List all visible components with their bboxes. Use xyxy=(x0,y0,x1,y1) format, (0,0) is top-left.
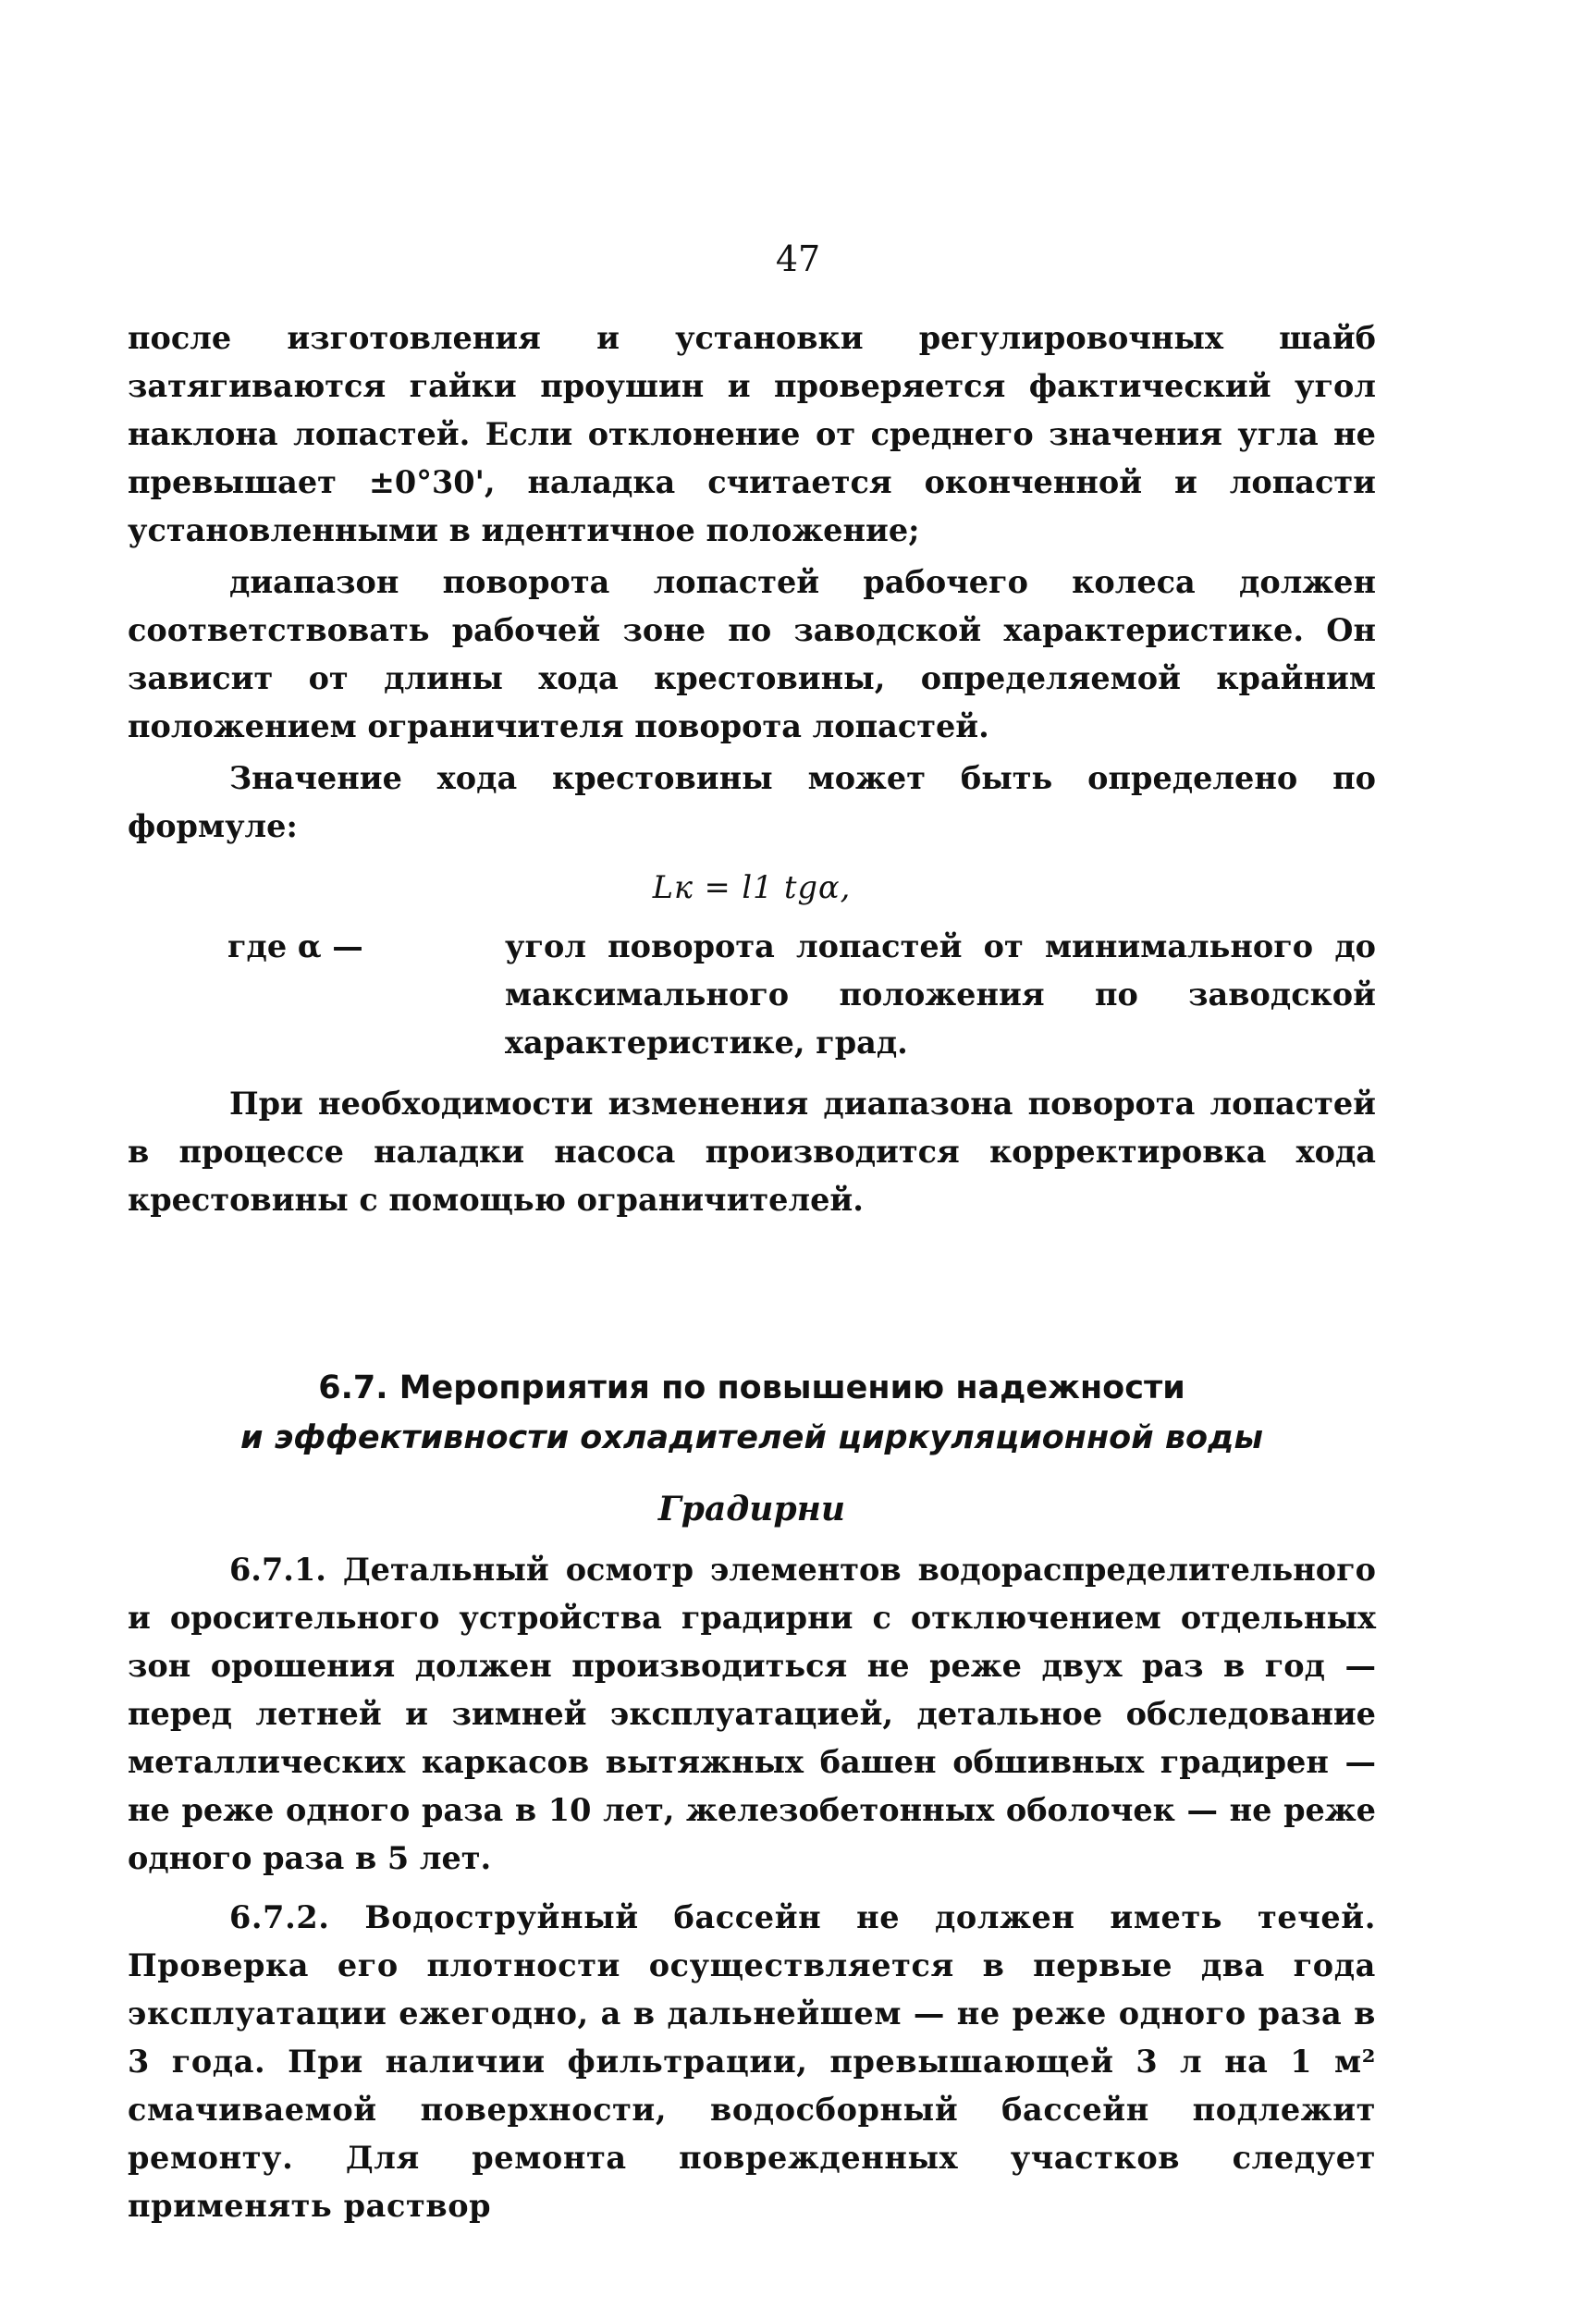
formula-legend-text: угол поворота лопастей от минимального до максимального положения по заводской характеристике, град. xyxy=(505,928,1376,1061)
paragraph-adjustment-washers: после изготовления и установки регулировочных шайб затягиваются гайки проушин и проверяется фактический угол наклона лопастей. Если отклонение от среднего значения угла не превышает ±0°30', наладка считается оконченной и лопасти установленными в идентичное положение; xyxy=(128,320,1376,548)
paragraph-range-correction: При необходимости изменения диапазона поворота лопастей в процессе наладки насоса производится корректировка хода крестовины с помощью ограничителей. xyxy=(128,1086,1376,1218)
section-heading xyxy=(128,1363,1376,1463)
paragraph-crosshead-stroke: Значение хода крестовины может быть определено по формуле: xyxy=(128,760,1376,844)
subsection-heading: Градирни xyxy=(657,1490,846,1528)
section-heading-line-1: 6.7. Мероприятия по повышению надежности xyxy=(318,1369,1185,1406)
page-number: 47 xyxy=(775,239,821,279)
formula-legend xyxy=(128,923,1376,1067)
section-heading-line-2: и эффективности охладителей циркуляционной воды xyxy=(239,1419,1264,1456)
formula: Lк = l1 tgα, xyxy=(652,869,852,905)
paragraph-blade-rotation-range: диапазон поворота лопастей рабочего колеса должен соответствовать рабочей зоне по заводской характеристике. Он зависит от длины хода крестовины, определяемой крайним положением ограничителя поворота лопастей. xyxy=(128,564,1376,744)
page-content xyxy=(128,314,1376,2230)
paragraph-6-7-2: 6.7.2. Водоструйный бассейн не должен иметь течей. Проверка его плотности осуществляется в первые два года эксплуатации ежегодно, а в дальнейшем — не реже одного раза в 3 года. При наличии фильтрации, превышающей 3 л на 1 м² смачиваемой поверхности, водосборный бассейн подлежит ремонту. Для ремонта поврежденных участков следует применять раствор xyxy=(128,1899,1376,2224)
formula-legend-label: где α — xyxy=(227,928,363,964)
paragraph-6-7-1: 6.7.1. Детальный осмотр элементов водораспределительного и оросительного устройства градирни с отключением отдельных зон орошения должен производиться не реже двух раз в год — перед летней и зимней эксплуатацией, детальное обследование металлических каркасов вытяжных башен обшивных градирен — не реже одного раза в 10 лет, железобетонных оболочек — не реже одного раза в 5 лет. xyxy=(128,1552,1376,1876)
